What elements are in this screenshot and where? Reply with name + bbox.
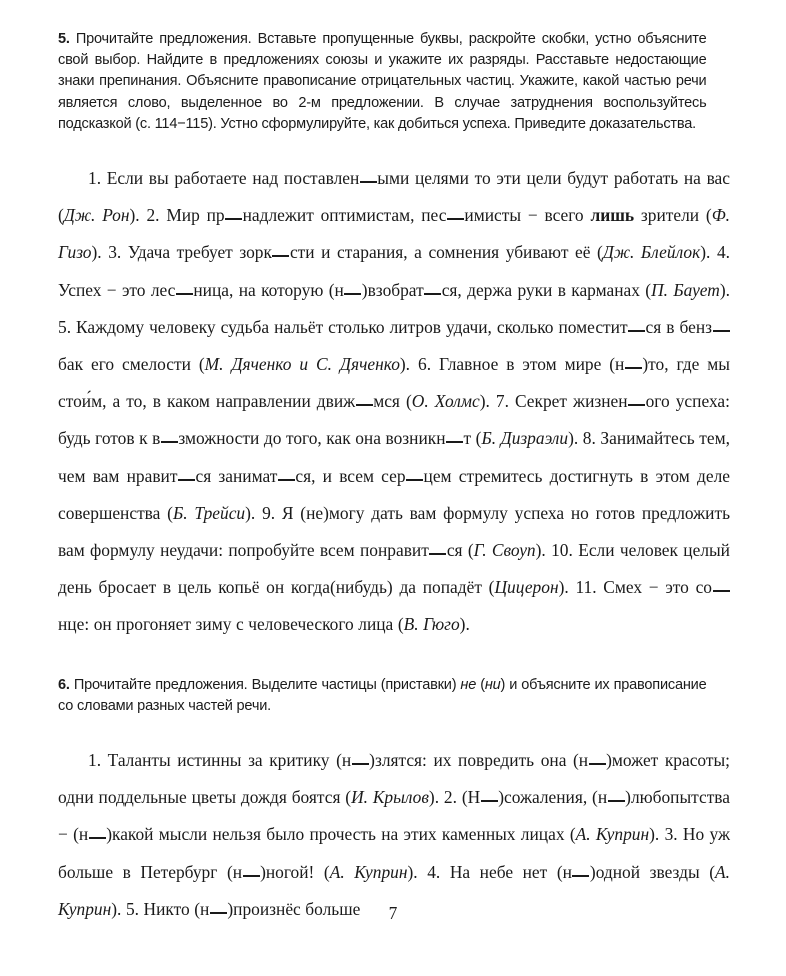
sentence-text: Успех − это лес xyxy=(58,279,176,300)
blank-fill[interactable] xyxy=(178,479,195,481)
sentence-text: ыми целями то эти цели будут работать на вас ( xyxy=(58,168,730,226)
sentence-text: ). xyxy=(719,279,730,300)
sentence-text: Мир пр xyxy=(159,205,225,226)
sentence-text: ся, держа руки в карманах ( xyxy=(441,279,652,300)
sentence-number: 5. xyxy=(125,898,139,919)
spacer xyxy=(58,716,730,742)
author-citation: О. Холмс xyxy=(411,391,480,412)
sentence-text: Но уж больше в Петербург (н xyxy=(58,824,730,882)
exercise-6-instruction xyxy=(58,674,706,716)
sentence-text: )то, где мы стои́м, а то, в каком направлении движ xyxy=(58,354,730,412)
author-citation: Ф. Гизо xyxy=(58,205,731,263)
blank-fill[interactable] xyxy=(89,837,106,839)
blank-fill[interactable] xyxy=(608,800,625,802)
author-citation: И. Крылов xyxy=(351,787,429,808)
author-citation: Дж. Блейлок xyxy=(602,242,701,263)
blank-fill[interactable] xyxy=(406,479,423,481)
sentence-number: 4. xyxy=(427,861,441,882)
author-citation: В. Гюго xyxy=(403,614,460,635)
sentence-text: )сожаления, (н xyxy=(498,787,608,808)
blank-fill[interactable] xyxy=(243,875,260,877)
blank-fill[interactable] xyxy=(628,330,645,332)
spacer xyxy=(58,134,730,160)
blank-fill[interactable] xyxy=(272,255,289,257)
sentence-number: 3. xyxy=(108,242,122,263)
blank-fill[interactable] xyxy=(628,404,645,406)
author-citation: М. Дяченко и С. Дяченко xyxy=(204,354,400,375)
sentence-text: зможности до того, как она возникн xyxy=(178,428,446,449)
author-citation: А. Куприн xyxy=(58,861,730,919)
blank-fill[interactable] xyxy=(161,441,178,443)
sentence-text: )злятся: их повредить она (н xyxy=(369,750,589,771)
sentence-text: Секрет жизнен xyxy=(508,391,628,412)
blank-fill[interactable] xyxy=(446,441,463,443)
blank-fill[interactable] xyxy=(447,218,464,220)
sentence-number: 4. xyxy=(716,242,730,263)
sentence-text: Занимайтесь тем, чем вам нравит xyxy=(58,428,730,486)
exercise-6-number: 6. xyxy=(58,675,70,693)
exercise-6-instruction-text: Прочитайте предложения. Выделите частицы (приставки) xyxy=(69,675,461,693)
sentence-text: )ногой! ( xyxy=(260,861,330,882)
sentence-text: цем стремитесь достигнуть в этом деле совершенства ( xyxy=(58,465,730,523)
sentence-text: ). xyxy=(111,898,122,919)
sentence-text: ся занимат xyxy=(195,465,278,486)
blank-fill[interactable] xyxy=(625,367,642,369)
sentence-text: )какой мысли нельзя было прочесть на этих каменных лицах ( xyxy=(106,824,576,845)
sentence-text: мся ( xyxy=(373,391,412,412)
exercise-6-instruction-text: ( xyxy=(476,675,485,693)
blank-fill[interactable] xyxy=(713,330,730,332)
exercise-5-instruction xyxy=(58,28,706,134)
sentence-text: ). xyxy=(700,242,711,263)
exercise-5-number: 5. xyxy=(58,30,70,47)
sentence-text: ). xyxy=(129,205,140,226)
sentence-text: Если вы работаете над поставлен xyxy=(101,168,360,189)
sentence-text: Каждому человеку судьба нальёт столько литров удачи, сколько поместит xyxy=(71,316,628,337)
sentence-text: )взобрат xyxy=(361,279,424,300)
sentence-text: На небе нет (н xyxy=(440,861,572,882)
exercise-5-sentences xyxy=(58,160,730,644)
author-citation: П. Баует xyxy=(651,279,720,300)
sentence-text: ). xyxy=(459,614,470,635)
sentence-text: имисты − всего xyxy=(464,205,591,226)
sentence-text: ся, и всем сер xyxy=(295,465,406,486)
sentence-text: ). xyxy=(407,861,418,882)
particle-ne: не xyxy=(460,675,477,693)
sentence-number: 6. xyxy=(418,354,432,375)
blank-fill[interactable] xyxy=(176,293,193,295)
sentence-number: 10. xyxy=(551,540,573,561)
sentence-text: Смех − это со xyxy=(596,577,712,598)
sentence-text: ). xyxy=(428,787,440,808)
author-citation: Цицерон xyxy=(494,577,559,598)
author-citation: Дж. Рон xyxy=(63,205,130,226)
sentence-number: 1. xyxy=(88,168,102,189)
sentence-text: бак его смелости ( xyxy=(58,354,205,375)
exercise-6-sentences xyxy=(58,742,730,928)
blank-fill[interactable] xyxy=(429,553,446,555)
sentence-text: Если человек целый день бросает в цель копьё он когда(нибудь) да попадёт ( xyxy=(58,540,730,598)
sentence-text: ). xyxy=(649,824,660,845)
sentence-text: ся в бенз xyxy=(645,316,712,337)
author-citation: Г. Своуп xyxy=(473,540,536,561)
sentence-text: Главное в этом мире (н xyxy=(431,354,625,375)
blank-fill[interactable] xyxy=(589,763,606,765)
sentence-number: 5. xyxy=(58,316,72,337)
spacer xyxy=(58,644,730,674)
sentence-number: 2. xyxy=(146,205,160,226)
sentence-text: т ( xyxy=(463,428,482,449)
blank-fill[interactable] xyxy=(344,293,361,295)
author-citation: А. Куприн xyxy=(329,861,408,882)
sentence-number: 1. xyxy=(88,750,102,771)
blank-fill[interactable] xyxy=(352,763,369,765)
sentence-text: сти и старания, а сомнения убивают её ( xyxy=(289,242,603,263)
sentence-text: )любопытства − (н xyxy=(58,787,730,845)
page-number: 7 xyxy=(388,903,398,923)
sentence-text: Никто (н xyxy=(138,898,210,919)
sentence-text: ). xyxy=(479,391,490,412)
sentence-text: )одной звезды ( xyxy=(589,861,715,882)
sentence-text: ). xyxy=(245,502,256,523)
sentence-number: 3. xyxy=(664,824,678,845)
blank-fill[interactable] xyxy=(356,404,373,406)
sentence-text: ница, на которую (н xyxy=(193,279,344,300)
sentence-text: Я (не)могу дать вам формулу успеха но готов предложить вам формулу неудачи: попробуйте всем понравит xyxy=(58,502,731,561)
sentence-text: зрители ( xyxy=(634,205,712,226)
sentence-text: )может красоты; одни поддельные цветы дождя боятся ( xyxy=(58,750,730,808)
blank-fill[interactable] xyxy=(713,590,730,592)
blank-fill[interactable] xyxy=(572,875,589,877)
sentence-text: ). xyxy=(399,354,411,375)
blank-fill[interactable] xyxy=(278,479,295,481)
sentence-text: ). xyxy=(558,577,569,598)
sentence-number: 2. xyxy=(443,787,457,808)
author-citation: Б. Трейси xyxy=(172,502,246,523)
exercise-5-instruction-text: Прочитайте предложения. Вставьте пропущенные буквы, раскройте скобки, устно объясните свой выбор. Найдите в предложениях союзы и укажите их разряды. Расставьте недостающие знаки препинания. Объясните правописание отрицательных частиц. Укажите, какой частью речи является слово, выделенное во 2-м предложении. В случае затруднения воспользуйтесь подсказкой (с. 114−115). Устно сформулируйте, как добиться успеха. Приведите доказательства. xyxy=(58,30,707,132)
sentence-text: ся ( xyxy=(446,540,474,561)
blank-fill[interactable] xyxy=(360,181,377,183)
blank-fill[interactable] xyxy=(481,800,498,802)
blank-fill[interactable] xyxy=(424,293,441,295)
sentence-text: ого успеха: будь готов к в xyxy=(58,391,730,449)
page-content xyxy=(58,28,730,928)
sentence-text: ). xyxy=(535,540,546,561)
sentence-number: 8. xyxy=(582,428,596,449)
sentence-text: ). xyxy=(568,428,579,449)
sentence-number: 7. xyxy=(495,391,509,412)
sentence-text: Удача требует зорк xyxy=(121,242,272,263)
sentence-text: надлежит оптимистам, пес xyxy=(242,205,447,226)
author-citation: Б. Дизраэли xyxy=(481,428,569,449)
sentence-text: нце: он прогоняет зиму с человеческого лица ( xyxy=(58,614,404,635)
author-citation: А. Куприн xyxy=(575,824,650,845)
sentence-text: (Н xyxy=(456,787,481,808)
particle-ni: ни xyxy=(484,675,501,693)
sentence-number: 11. xyxy=(575,577,597,598)
sentence-text: ). xyxy=(91,242,102,263)
sentence-text: )произнёс больше xyxy=(227,898,361,919)
exercise-6-instruction-text: ) и объясните их правописание со словами разных частей речи. xyxy=(58,675,707,714)
sentence-number: 9. xyxy=(262,502,276,523)
sentence-text: Таланты истинны за критику (н xyxy=(101,750,352,771)
highlighted-word: лишь xyxy=(590,205,635,226)
blank-fill[interactable] xyxy=(225,218,242,220)
